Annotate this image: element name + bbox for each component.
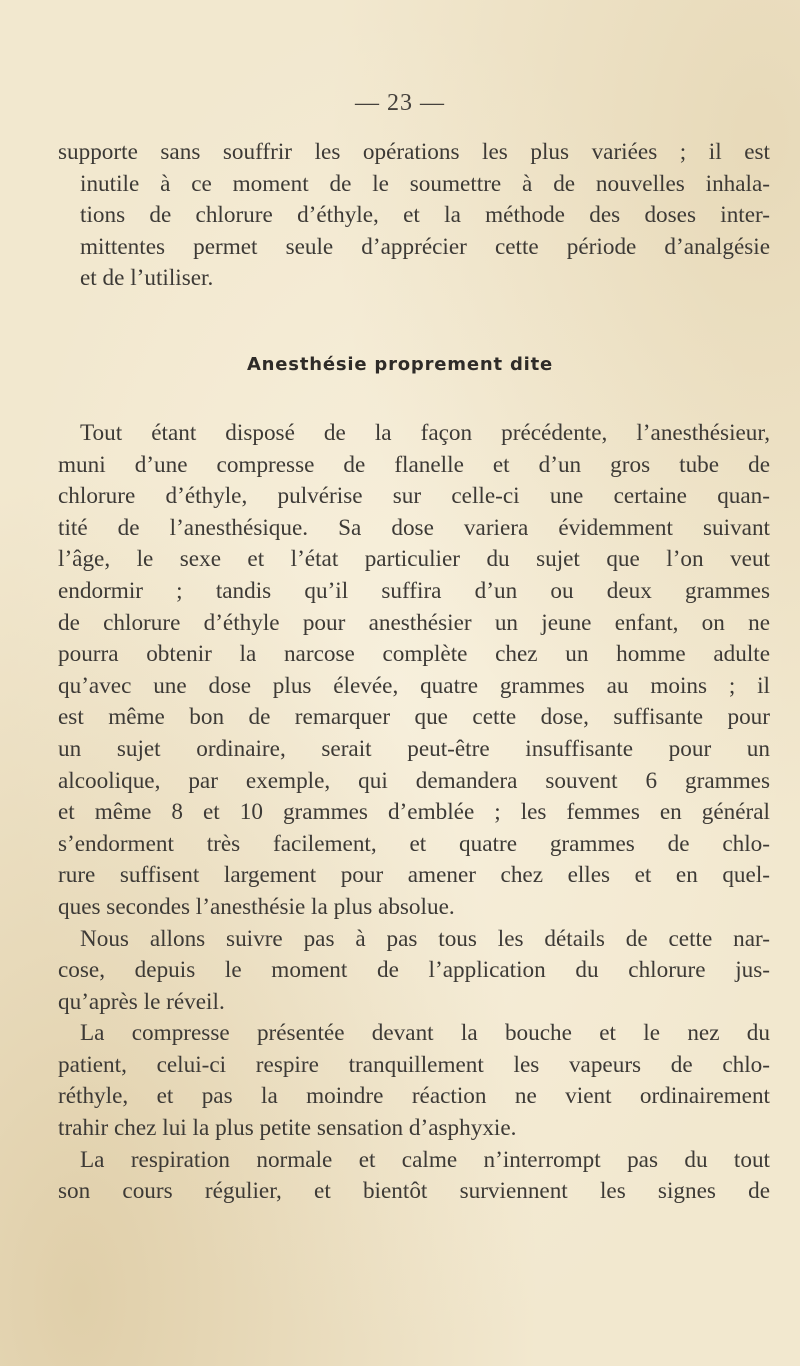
text-line: son cours régulier, et bientôt surviennent les signes de xyxy=(58,1178,770,1205)
paragraph-intro xyxy=(58,137,770,295)
text-line: un sujet ordinaire, serait peut-être insuffisante pour un xyxy=(58,735,770,762)
text-line: tions de chlorure d’éthyle, et la méthode des doses inter- xyxy=(80,202,770,229)
text-line: Tout étant disposé de la façon précédente, l’anesthésieur, xyxy=(80,420,770,446)
text-line: et de l’utiliser. xyxy=(80,265,214,292)
text-line: alcoolique, par exemple, qui demandera souvent 6 grammes xyxy=(58,767,770,794)
text-line: ques secondes l’anesthésie la plus absolue. xyxy=(58,893,455,920)
text-line: et même 8 et 10 grammes d’emblée ; les femmes en général xyxy=(58,799,770,826)
section-heading: Anesthésie proprement dite xyxy=(246,354,554,375)
text-line: supporte sans souffrir les opérations les plus variées ; il est xyxy=(58,139,770,165)
text-line: est même bon de remarquer que cette dose, suffisante pour xyxy=(58,704,770,731)
text-line: s’endorment très facilement, et quatre grammes de chlo- xyxy=(58,830,770,857)
text-line: réthyle, et pas la moindre réaction ne vient ordinairement xyxy=(58,1083,770,1110)
text-line: endormir ; tandis qu’il suffira d’un ou deux grammes xyxy=(58,577,770,604)
text-line: Nous allons suivre pas à pas tous les détails de cette nar- xyxy=(80,925,770,952)
text-line: muni d’une compresse de flanelle et d’un gros tube de xyxy=(58,451,770,478)
text-line: de chlorure d’éthyle pour anesthésier un jeune enfant, on ne xyxy=(58,609,770,636)
text-line: patient, celui-ci respire tranquillement les vapeurs de chlo- xyxy=(58,1051,770,1078)
text-line: trahir chez lui la plus petite sensation d’asphyxie. xyxy=(58,1115,517,1142)
text-line: qu’avec une dose plus élevée, quatre grammes au moins ; il xyxy=(58,672,770,699)
text-line: inutile à ce moment de le soumettre à de nouvelles inhala- xyxy=(80,170,770,197)
page-number: — 23 — xyxy=(355,90,445,116)
text-line: cose, depuis le moment de l’application du chlorure jus- xyxy=(58,957,770,984)
section-body xyxy=(58,418,770,1208)
text-line: La respiration normale et calme n’interrompt pas du tout xyxy=(80,1146,770,1173)
text-line: l’âge, le sexe et l’état particulier du sujet que l’on veut xyxy=(58,546,770,573)
text-line: chlorure d’éthyle, pulvérise sur celle-ci une certaine quan- xyxy=(58,483,770,510)
text-line: tité de l’anesthésique. Sa dose variera évidemment suivant xyxy=(58,514,770,541)
text-line: qu’après le réveil. xyxy=(58,988,225,1015)
text-line: mittentes permet seule d’apprécier cette période d’analgésie xyxy=(80,233,770,260)
text-line: pourra obtenir la narcose complète chez un homme adulte xyxy=(58,641,770,668)
text-line: rure suffisent largement pour amener chez elles et en quel- xyxy=(58,862,770,889)
text-line: La compresse présentée devant la bouche et le nez du xyxy=(80,1020,770,1047)
